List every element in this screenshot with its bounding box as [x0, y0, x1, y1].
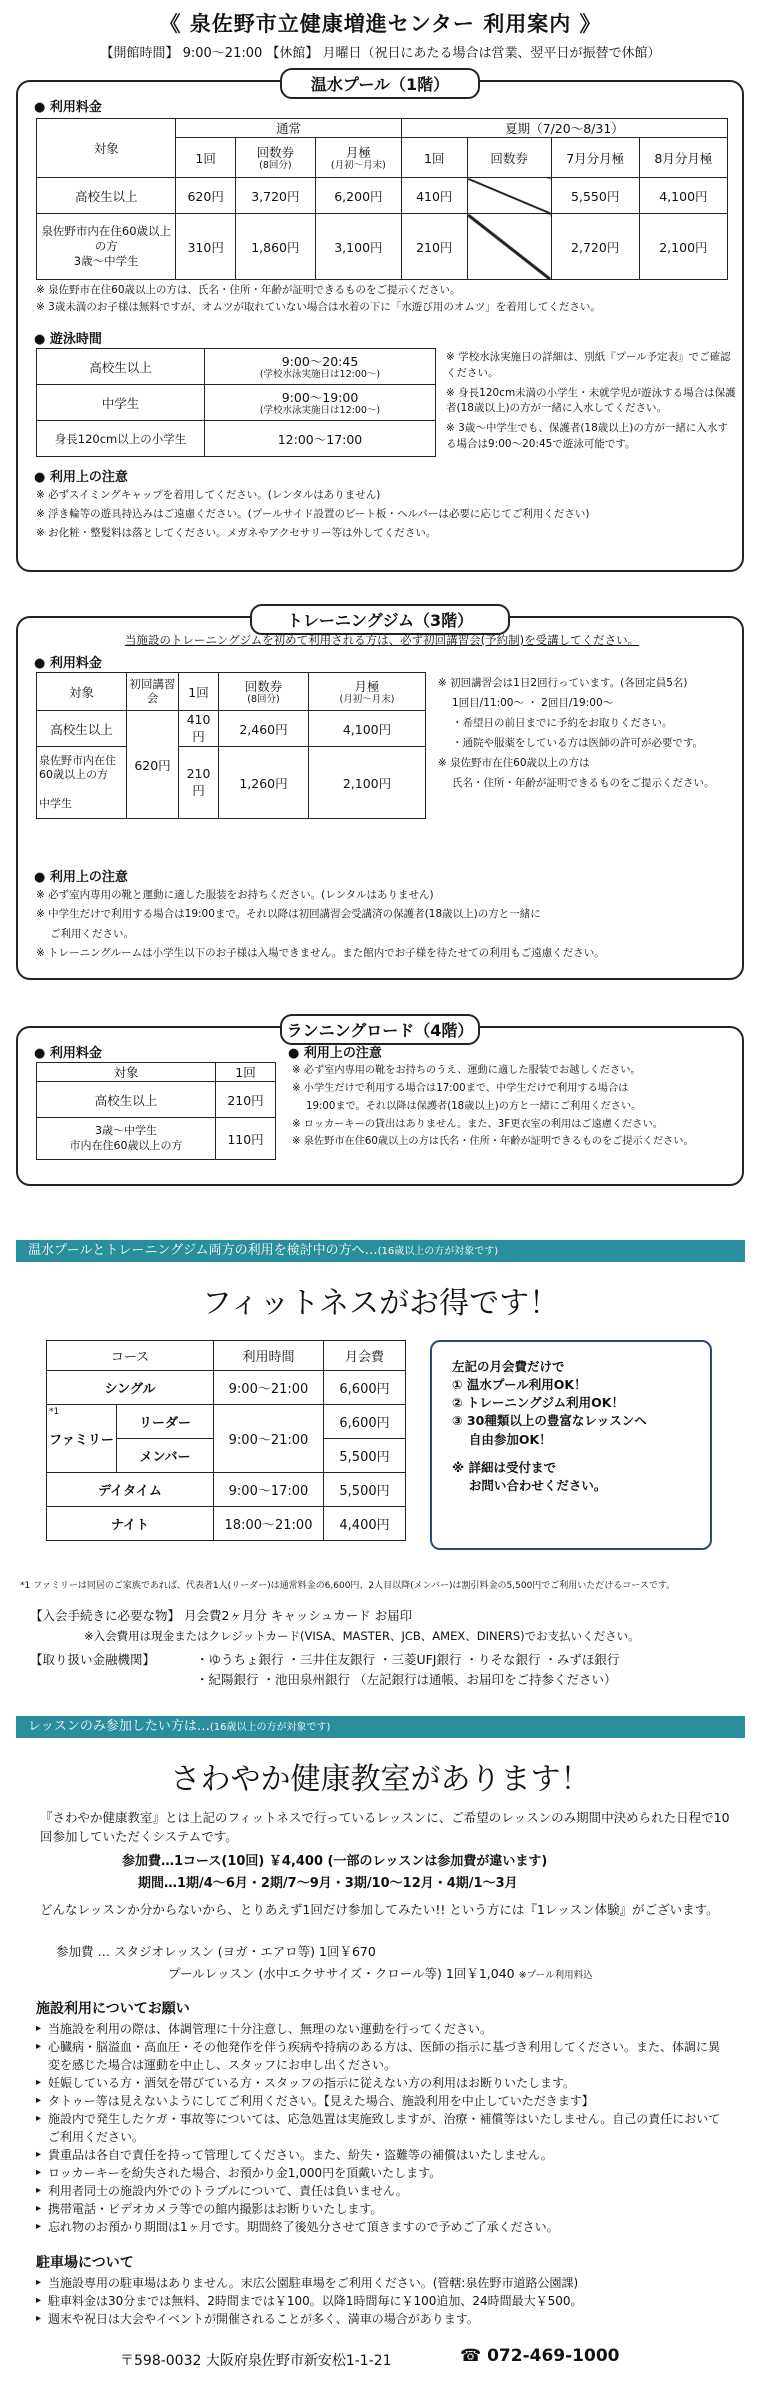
page-title: 《 泉佐野市立健康増進センター 利用案内 》: [159, 12, 602, 36]
swim-time-label: ● 遊泳時間: [34, 328, 102, 347]
th-fee: 月会費: [324, 1341, 406, 1371]
th-ticket: 回数券 (8回分): [235, 138, 315, 178]
fitness-band: 温水プールとトレーニングジム両方の利用を検討中の方へ…(16歳以上の方が対象です): [16, 1240, 745, 1262]
table-row: メンバー 5,500円: [47, 1439, 406, 1473]
pool-fee-table: [36, 118, 728, 280]
th-normal: 通常: [176, 119, 402, 138]
road-cautions: ※ 必ず室内専用の靴をお持ちのうえ、運動に適した服装でお越しください。 ※ 小学生だけで利用する場合は17:00まで、中学生だけで利用する場合は 19:00まで。それ以降は保護者(18歳以上)の方と一緒にご利用ください。 ※ ロッカーキーの貸出はありません。また、3F更衣室の利用はご遠慮ください。 ※ 泉佐野市在住60歳以上の方は氏名・住所・年齢が証明できるものをご提示ください。: [292, 1065, 694, 1148]
th-july: 7月分月極: [551, 138, 639, 178]
fitness-table: [46, 1340, 406, 1541]
gym-side-notes: ※ 初回講習会は1日2回行っています。(各回定員5名) 1回目/11:00～ ・ 2回目/19:00～ ・希望日の前日までに予約をお取りください。 ・通院や服薬をしている方は医師の許可が必要です。 ※ 泉佐野市在住60歳以上の方は 氏名・住所・年齢が証明できるものをご提示ください。: [438, 677, 715, 789]
gym-caution-label: ● 利用上の注意: [34, 866, 128, 885]
list-item: ▸ 当施設を利用の際は、体調管理に十分注意し、無理のない運動を行ってください。: [36, 2020, 726, 2038]
payment-note: ※入会費用は現金またはクレジットカード(VISA、MASTER、JCB、AMEX、DINERS)でお支払いください。: [84, 1629, 640, 1643]
trial-studio: 参加費 … スタジオレッスン (ヨガ・エアロ等) 1回￥670: [56, 1944, 376, 1959]
th-once: 1回: [179, 673, 219, 711]
table-row: 高校生以上 9:00～20:45 (学校水泳実施日は12:00～): [37, 349, 436, 385]
table-row: シングル 9:00～21:00 6,600円: [47, 1371, 406, 1405]
list-item: ▸ 駐車料金は30分までは無料、2時間までは￥100。以降1時間毎に￥100追加、24時間最大￥500。: [36, 2292, 726, 2310]
pool-title: 温水プール（1階）: [280, 68, 480, 99]
th-first: 初回講習会: [127, 673, 179, 711]
list-item: ▸ 週末や祝日は大会やイベントが開催されることが多く、満車の場合があります。: [36, 2310, 726, 2328]
parking-title: 駐車場について: [36, 2255, 134, 2271]
bank-list-1: ・ゆうちょ銀行 ・三井住友銀行 ・三菱UFJ銀行 ・りそな銀行 ・みずほ銀行: [196, 1652, 620, 1667]
th-summer-ticket: 回数券: [467, 138, 551, 178]
list-item: ▸ 貴重品は各自で責任を持って管理してください。また、紛失・盗難等の補償はいたしません。: [36, 2146, 726, 2164]
list-item: ▸ タトゥー等は見えないようにしてご利用ください。【見えた場合、施設利用を中止していただきます】: [36, 2092, 726, 2110]
pool-notes: ※ 泉佐野市在住60歳以上の方は、氏名・住所・年齢が証明できるものをご提示ください。 ※ 3歳未満のお子様は無料ですが、オムツが取れていない場合は水着の下に「水遊び用のオムツ」を着用してください。: [36, 284, 601, 313]
footer-address: 〒598-0032 大阪府泉佐野市新安松1-1-21: [120, 2353, 392, 2369]
road-fee-table: [36, 1062, 276, 1160]
bank-label: 【取り扱い金融機関】: [30, 1652, 156, 1667]
trial-description: どんなレッスンか分からないから、とりあえず1回だけ参加してみたい!! という方には『1レッスン体験』がございます。: [40, 1902, 719, 1917]
th-ticket: 回数券 (8回分): [219, 673, 309, 711]
table-row: 高校生以上 210円: [37, 1082, 276, 1118]
pool-caution-label: ● 利用上の注意: [34, 466, 128, 485]
gym-cautions: ※ 必ず室内専用の靴と運動に適した服装をお持ちください。(レンタルはありません) ※ 中学生だけで利用する場合は19:00まで。それ以降は初回講習会受講済の保護者(18歳以上)の方と一緒に ご利用ください。 ※ トレーニングルームは小学生以下のお子様は入場できません。また館内でお子様を待たせての利用もご遠慮ください。: [36, 889, 605, 960]
list-item: ▸ ロッカーキーを紛失された場合、お預かり金1,000円を頂戴いたします。: [36, 2164, 726, 2182]
rules-title: 施設利用についてお願い: [36, 2001, 190, 2017]
fitness-footnote: *1 ファミリーは同居のご家族であれば、代表者1人(リーダー)は通常料金の6,600円、2人目以降(メンバー)は割引料金の5,500円でご利用いただけるコースです。: [20, 1581, 676, 1591]
fitness-benefit-box: 左記の月会費だけで ① 温水プール利用OK！ ② トレーニングジム利用OK！ ③ 30種類以上の豊富なレッスンへ 自由参加OK！ ※ 詳細は受付まで お問い合わせください。: [430, 1340, 712, 1550]
th-month: 月極 (月初～月末): [309, 673, 426, 711]
th-course: コース: [47, 1341, 214, 1371]
th-target: 対象: [37, 673, 127, 711]
rules-list: [36, 2020, 726, 2236]
th-once: 1回: [176, 138, 235, 178]
th-month: 月極 (月初～月末): [315, 138, 401, 178]
lesson-band: レッスンのみ参加したい方は…(16歳以上の方が対象です): [16, 1716, 745, 1738]
phone-icon: ☎: [460, 2346, 488, 2366]
th-target: 対象: [37, 1063, 216, 1082]
road-title: ランニングロード（4階）: [280, 1014, 480, 1045]
table-row: 泉佐野市内在住60歳以上の方 中学生 210円 1,260円 2,100円: [37, 747, 426, 819]
road-fee-label: ● 利用料金: [34, 1042, 102, 1061]
swim-time-table: [36, 348, 436, 457]
parking-list: [36, 2274, 726, 2328]
table-row: 身長120cm以上の小学生 12:00～17:00: [37, 421, 436, 457]
join-requirements: 【入会手続きに必要な物】 月会費2ヶ月分 キャッシュカード お届印: [30, 1608, 413, 1623]
lesson-description: 『さわやか健康教室』とは上記のフィットネスで行っているレッスンに、ご希望のレッスンのみ期間中決められた日程で10回参加していただくシステムです。: [40, 1810, 730, 1845]
bank-list-2: ・紀陽銀行 ・池田泉州銀行 （左記銀行は通帳、お届印をご持参ください）: [196, 1672, 617, 1687]
gym-fee-label: ● 利用料金: [34, 652, 102, 671]
gym-intro: 当施設のトレーニングジムを初めて利用される方は、必ず初回講習会(予約制)を受講してください。: [124, 633, 640, 647]
gym-title: トレーニングジム（3階）: [250, 604, 510, 635]
lesson-headline: さわやか健康教室があります！: [170, 1762, 591, 1797]
th-time: 利用時間: [214, 1341, 324, 1371]
list-item: ▸ 忘れ物のお預かり期間は1ヶ月です。期間終了後処分させて頂きますので予めご了承ください。: [36, 2218, 726, 2236]
list-item: ▸ 施設内で発生したケガ・事故等については、応急処置は実施致しますが、治療・補償等はいたしません。自己の責任においてご利用ください。: [36, 2110, 726, 2146]
table-row: 高校生以上 620円 3,720円 6,200円 410円 5,550円 4,100円: [37, 178, 728, 214]
opening-hours: 【開館時間】 9:00～21:00 【休館】 月曜日（祝日にあたる場合は営業、翌平日が振替で休館）: [100, 46, 661, 61]
pool-fee-label: ● 利用料金: [34, 96, 102, 115]
gym-fee-table: [36, 672, 426, 819]
trial-pool: プールレッスン (水中エクササイズ・クロール等) 1回￥1,040 ※プール利用料込: [168, 1966, 593, 1981]
list-item: ▸ 利用者同士の施設内外でのトラブルについて、責任は負いません。: [36, 2182, 726, 2200]
list-item: ▸ 妊娠している方・酒気を帯びている方・スタッフの指示に従えない方の利用はお断りいたします。: [36, 2074, 726, 2092]
th-once: 1回: [216, 1063, 276, 1082]
pool-section: [16, 75, 744, 572]
table-row: 泉佐野市内在住60歳以上の方 3歳～中学生 310円 1,860円 3,100円 210円 2,720円 2,100円: [37, 214, 728, 280]
lesson-fee: 参加費…1コース(10回) ￥4,400 (一部のレッスンは参加費が違います): [122, 1854, 548, 1869]
th-target: 対象: [37, 119, 176, 178]
road-section: [16, 1021, 744, 1186]
th-summer-once: 1回: [401, 138, 467, 178]
fitness-headline: フィットネスがお得です！: [201, 1286, 560, 1321]
table-row: ナイト 18:00～21:00 4,400円: [47, 1507, 406, 1541]
th-aug: 8月分月極: [639, 138, 727, 178]
road-caution-label: ● 利用上の注意: [288, 1042, 382, 1061]
table-row: 3歳～中学生 市内在住60歳以上の方 110円: [37, 1118, 276, 1160]
table-row: 中学生 9:00～19:00 (学校水泳実施日は12:00～): [37, 385, 436, 421]
table-row: 高校生以上 620円 410円 2,460円 4,100円: [37, 711, 426, 747]
list-item: ▸ 心臓病・脳溢血・高血圧・その他発作を伴う疾病や持病のある方は、医師の指示に基づき利用してください。また、体調に異変を感じた場合は運動を中止し、スタッフにお申し出ください。: [36, 2038, 726, 2074]
table-row: デイタイム 9:00～17:00 5,500円: [47, 1473, 406, 1507]
lesson-period: 期間…1期/4～6月・2期/7～9月・3期/10～12月・4期/1～3月: [138, 1876, 518, 1891]
table-row: *1 ファミリー リーダー 9:00～21:00 6,600円: [47, 1405, 406, 1439]
list-item: ▸ 携帯電話・ビデオカメラ等での館内撮影はお断りいたします。: [36, 2200, 726, 2218]
pool-cautions: ※ 必ずスイミングキャップを着用してください。(レンタルはありません) ※ 浮き輪等の遊具持込みはご遠慮ください。(プールサイド設置のビート板・ヘルパーは必要に応じてご利用ください) ※ お化粧・整髪料は落としてください。メガネやアクセサリー等は外してください。: [36, 489, 590, 539]
gym-section: [16, 611, 744, 980]
footer-phone: ☎ 072-469-1000: [460, 2346, 620, 2366]
list-item: ▸ 当施設専用の駐車場はありません。末広公園駐車場をご利用ください。(管轄:泉佐野市道路公園課): [36, 2274, 726, 2292]
swim-notes: ※ 学校水泳実施日の詳細は、別紙『プール予定表』でご確認ください。 ※ 身長120cm未満の小学生・未就学児が遊泳する場合は保護者(18歳以上)の方が一緒に入水してください。 ※ 3歳～中学生でも、保護者(18歳以上)の方が一緒に入水する場合は9:00～20:45で遊泳可能です。: [446, 351, 736, 450]
th-summer: 夏期（7/20～8/31）: [401, 119, 727, 138]
